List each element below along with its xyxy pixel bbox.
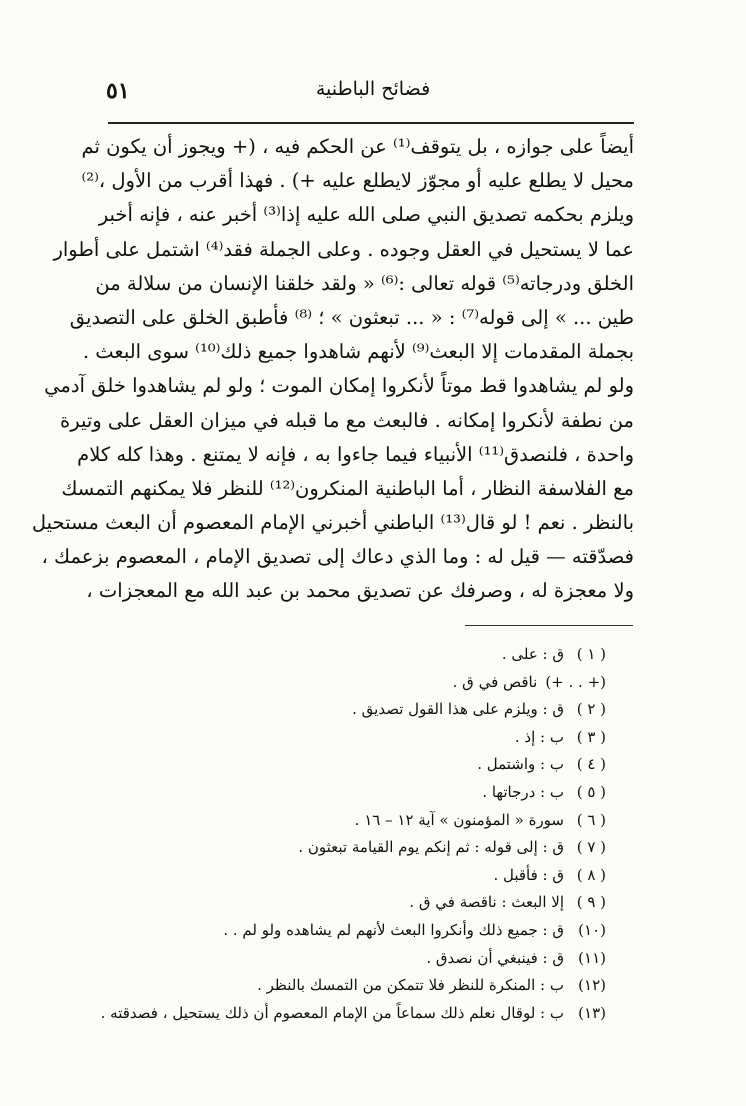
- text-line: من نطفة لأنكروا إمكانه . فالبعث مع ما قبله في ميزان العقل على وتيرة: [60, 408, 634, 432]
- footnote-number: ( ٢ ): [576, 700, 606, 719]
- text-line: ولو لم يشاهدوا قط موتاً لأنكروا إمكان الموت ؛ ولو لم يشاهدوا خلق آدمي: [44, 374, 634, 398]
- footnote-text: ق : ويلزم على هذا القول تصديق .: [352, 700, 564, 719]
- footnote-number: ( ٩ ): [576, 893, 606, 912]
- text-line: ويلزم بحكمه تصديق النبي صلى الله عليه إذا⁽³⁾ أخبر عنه ، فإنه أخبر: [98, 203, 634, 227]
- text-line: مع الفلاسفة النظار ، أما الباطنية المنكرون⁽¹²⁾ للنظر فلا يمكنهم التمسك: [61, 476, 634, 500]
- main-text: [31, 130, 634, 609]
- footnote-number: ( ١ ): [576, 645, 606, 663]
- text-line: محيل لا يطلع عليه أو مجوّز لايطلع عليه +) . فهذا أقرب من الأول ،⁽²⁾: [81, 169, 634, 193]
- text-line: الخلق ودرجاته⁽⁵⁾ قوله تعالى :⁽⁶⁾ « ولقد خلقنا الإنسان من سلالة من: [95, 271, 634, 295]
- footnote: [108, 972, 606, 1000]
- page-header: [0, 70, 746, 110]
- footnote-text: ق : جميع ذلك وأنكروا البعث لأنهم لم يشاهده ولو لم . .: [223, 920, 564, 939]
- footnote-text: ق : على .: [501, 645, 564, 663]
- footnote: [108, 834, 606, 862]
- footnote-number: ( ٥ ): [576, 782, 606, 801]
- running-title: فضائح الباطنية: [315, 78, 431, 100]
- text-line: واحدة ، فلنصدق⁽¹¹⁾ الأنبياء فيما جاءوا به ، فإنه لا يمتنع . وهذا كله كلام: [77, 442, 634, 466]
- footnote-text: ب : إذ .: [514, 727, 564, 746]
- footnote-text: إلا البعث : ناقصة في ق .: [409, 893, 564, 912]
- footnote: [108, 641, 606, 669]
- footnotes: [100, 641, 606, 1027]
- footnote-text: ناقص في ق .: [452, 672, 538, 691]
- footnote-text: ب : درجاتها .: [482, 782, 564, 801]
- footnote-text: سورة « المؤمنون » آية ١٢ – ١٦ .: [354, 810, 564, 829]
- footnote-text: ب : لوقال نعلم ذلك سماعاً من الإمام المعصوم أن ذلك يستحيل ، فصدقته .: [100, 1003, 564, 1022]
- footnote: [108, 945, 606, 973]
- text-line: ولا معجزة له ، وصرفك عن تصديق محمد بن عبد الله مع المعجزات ،: [86, 579, 634, 603]
- text-line: طين ... » إلى قوله⁽⁷⁾ : « ... تبعثون » ؛ ⁽⁸⁾ فأطبق الخلق على التصديق: [69, 305, 634, 329]
- footnote: [108, 696, 606, 724]
- footnote-number: ( ٧ ): [576, 838, 606, 857]
- footnote: [108, 889, 606, 917]
- page-number: ٥١: [106, 78, 130, 104]
- footnote-number: ( ٨ ): [576, 865, 606, 884]
- footnote-number: ( ٣ ): [576, 727, 606, 746]
- footnote-text: ب : واشتمل .: [477, 755, 564, 774]
- footnote: [100, 1000, 606, 1028]
- text-line: أيضاً على جوازه ، بل يتوقف⁽¹⁾ عن الحكم فيه ، (+ ويجوز أن يكون ثم: [81, 135, 634, 158]
- footnote-number: (١٣): [578, 1003, 606, 1022]
- footnote-number: ( ٤ ): [576, 755, 606, 774]
- footnote-text: ب : المنكرة للنظر فلا تتمكن من التمسك بالنظر .: [257, 976, 564, 995]
- header-rule: [108, 122, 634, 124]
- text-line: عما لا يستحيل في العقل وجوده . وعلى الجملة فقد⁽⁴⁾ اشتمل على أطوار: [53, 237, 634, 261]
- footnote-number: ( ٦ ): [576, 810, 606, 829]
- footnote: [108, 779, 606, 807]
- footnote-number: (+ . . +): [545, 672, 606, 691]
- footnote-text: ق : إلى قوله : ثم إنكم يوم القيامة تبعثون .: [298, 838, 564, 857]
- footnote-number: (١١): [578, 948, 606, 967]
- footnote: [108, 917, 606, 945]
- footnote-number: (١٠): [578, 920, 606, 939]
- text-line: بالنظر . نعم ! لو قال⁽¹³⁾ الباطني أخبرني الإمام المعصوم أن البعث مستحيل: [31, 511, 634, 535]
- footnote: [108, 807, 606, 835]
- footnote-text: ق : فينبغي أن نصدق .: [426, 948, 564, 967]
- footnote: [108, 862, 606, 890]
- footnote-separator: [465, 625, 633, 626]
- text-line: فصدّقته — قيل له : وما الذي دعاك إلى تصديق الإمام ، المعصوم بزعمك ،: [41, 545, 634, 569]
- footnote: [108, 724, 606, 752]
- footnote: [108, 751, 606, 779]
- footnote: [108, 669, 606, 697]
- text-line: بجملة المقدمات إلا البعث⁽⁹⁾ لأنهم شاهدوا جميع ذلك⁽¹⁰⁾ سوى البعث .: [82, 340, 634, 364]
- footnote-text: ق : فأقبل .: [493, 865, 564, 884]
- footnote-number: (١٢): [578, 976, 606, 995]
